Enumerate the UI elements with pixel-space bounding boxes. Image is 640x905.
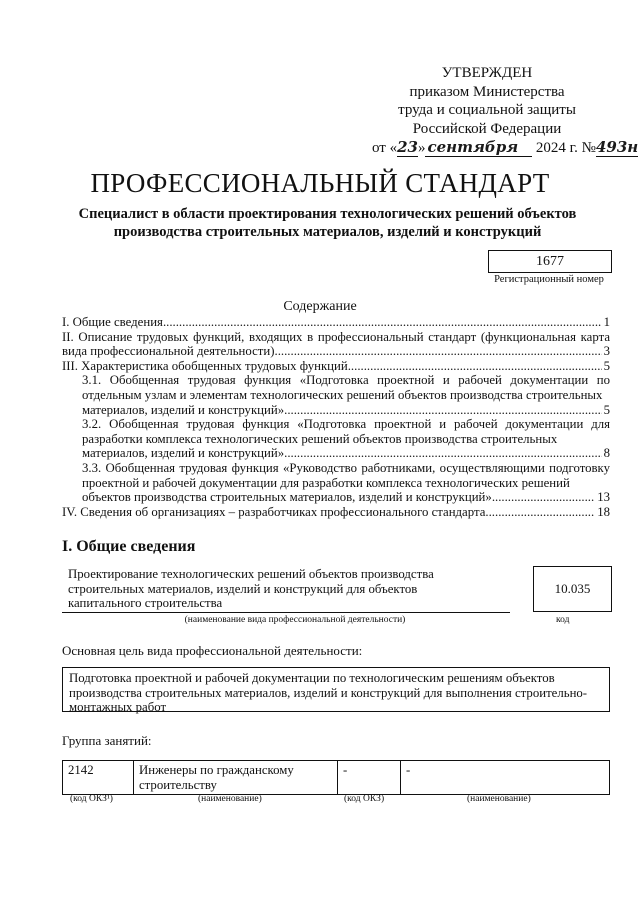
goal-box: Подготовка проектной и рабочей документации по технологическим решениям объектов производства строительных материалов, изделий и конструкций для выполнения строительно-монтажных работ <box>62 667 610 712</box>
code-caption: код <box>556 615 570 625</box>
activity-name: Проектирование технологических решений объектов производства строительных материалов, изделий и конструкций для объектов капитального строительства <box>68 567 434 611</box>
approval-ministry: труда и социальной защиты <box>398 102 576 118</box>
order-date-line <box>372 138 639 158</box>
toc-entry-page: 3 <box>603 344 610 359</box>
toc-entry-text: IV. Сведения об организациях – разработчиках профессионального стандарта <box>62 504 486 519</box>
toc-entry-text: 3.2. Обобщенная трудовая функция «Подготовка проектной и рабочей документации для разработки комплекса технологических решений объектов производства строительных <box>82 417 610 446</box>
toc-entry-text: материалов, изделий и конструкций» <box>82 446 285 461</box>
toc-leader <box>284 403 601 418</box>
toc-entry-page: 13 <box>597 490 610 505</box>
okz-code-caption: (код ОКЗ) <box>344 794 385 804</box>
document-title: ПРОФЕССИОНАЛЬНЫЙ СТАНДАРТ <box>90 168 550 198</box>
toc-entry[interactable] <box>62 417 610 461</box>
activity-underline <box>62 612 510 613</box>
date-mid: » <box>417 140 426 156</box>
occupation-name-cell: Инженеры по гражданскому строительству <box>134 761 338 795</box>
toc-entry-page: 18 <box>597 504 610 519</box>
section-heading: I. Общие сведения <box>62 538 196 555</box>
toc-entry[interactable] <box>62 505 610 520</box>
toc-entry-page: 5 <box>603 358 610 373</box>
toc-entry-text: вида профессиональной деятельности) <box>62 344 275 359</box>
toc-leader <box>275 344 602 359</box>
activity-caption: (наименование вида профессиональной деятельности) <box>184 615 406 625</box>
toc-entry[interactable] <box>62 359 610 374</box>
toc-entry-page: 1 <box>603 315 610 329</box>
toc-entry-text: III. Характеристика обобщенных трудовых функций <box>62 358 348 373</box>
registration-number-label: Регистрационный номер <box>494 274 604 285</box>
approval-country: Российской Федерации <box>412 120 562 137</box>
approval-order: приказом Министерства <box>409 83 565 100</box>
toc-entry-text: объектов производства строительных материалов, изделий и конструкций» <box>82 490 492 505</box>
toc-leader <box>492 490 595 505</box>
document-subtitle: Специалист в области проектирования технологических решений объектов производства строительных материалов, изделий и конструкций <box>78 206 577 240</box>
order-year: 2024 г. № <box>535 140 596 156</box>
toc-entry-text: 3.3. Обобщенная трудовая функция «Руководство работниками, осуществляющими подготовку проектной и рабочей документации для разработки комплекса технологических решений <box>82 460 610 490</box>
toc-entry-page: 5 <box>603 402 610 417</box>
occupation-name-cell: - <box>401 761 610 795</box>
order-number: 493н <box>595 138 639 156</box>
okz-code-caption: (код ОКЗ¹) <box>70 794 113 804</box>
activity-code-box: 10.035 <box>533 566 612 612</box>
occupation-group-table <box>62 760 610 795</box>
approval-title: УТВЕРЖДЕН <box>441 65 533 81</box>
name-caption: (наименование) <box>198 794 262 804</box>
goal-label: Основная цель вида профессиональной деятельности: <box>62 643 363 658</box>
toc-entry[interactable] <box>62 373 610 417</box>
name-caption: (наименование) <box>467 794 531 804</box>
table-row <box>63 761 610 795</box>
toc-leader <box>163 315 602 330</box>
toc-entry[interactable] <box>62 461 610 505</box>
toc-leader <box>485 505 595 520</box>
approval-block <box>372 64 639 158</box>
group-label: Группа занятий: <box>62 733 152 748</box>
okz-code-cell: 2142 <box>63 761 134 795</box>
toc-leader <box>348 359 602 374</box>
order-day: 23 <box>397 138 418 156</box>
toc-entry-text: I. Общие сведения <box>62 315 163 329</box>
order-month: сентября <box>425 138 532 157</box>
registration-number-box: 1677 <box>488 250 612 273</box>
okz-code-cell: - <box>338 761 401 795</box>
toc-entry-text: 3.1. Обобщенная трудовая функция «Подготовка проектной и рабочей документации по отдельным узлам и элементам технологических решений объектов производства строительных <box>82 373 610 402</box>
toc-heading: Содержание <box>283 299 357 314</box>
toc-entry-text: материалов, изделий и конструкций» <box>82 402 285 417</box>
toc-entry[interactable] <box>62 315 610 330</box>
toc-entry-text: II. Описание трудовых функций, входящих в профессиональный стандарт (функциональная карта <box>62 329 610 344</box>
toc-entry[interactable] <box>62 330 610 359</box>
toc-leader <box>284 446 601 461</box>
table-of-contents <box>62 315 610 519</box>
date-prefix: от « <box>372 140 398 156</box>
toc-entry-page: 8 <box>603 446 610 461</box>
